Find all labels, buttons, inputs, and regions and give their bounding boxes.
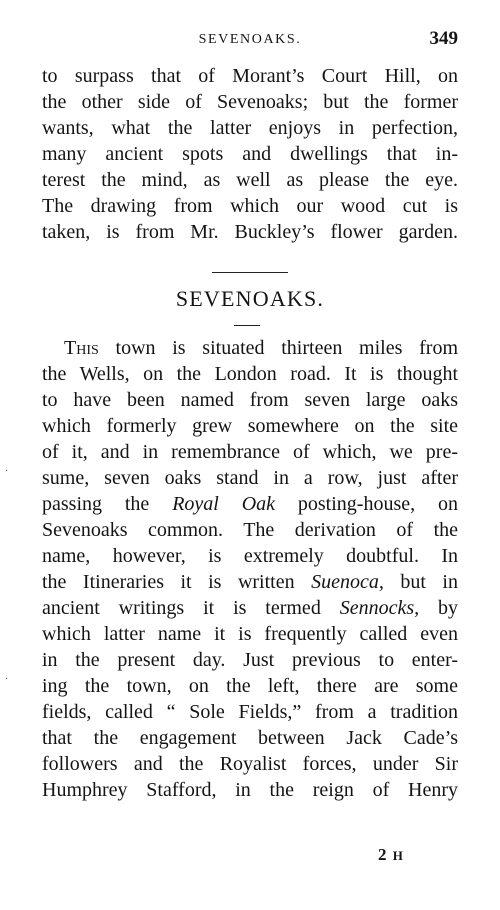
signature-number: 2	[378, 845, 388, 864]
text-segment: by	[419, 597, 459, 619]
scan-speck: ·	[5, 674, 9, 685]
signature-letter: H	[392, 848, 404, 863]
text-segment: but in	[383, 571, 458, 593]
text-segment: the Itineraries it is written	[42, 571, 312, 593]
text-line: Humphrey Stafford, in the reign of Henry	[42, 779, 458, 801]
signature-mark	[378, 845, 404, 865]
text-segment: passing the	[42, 493, 173, 515]
text-line: followers and the Royalist forces, under Sir	[42, 753, 458, 775]
text-line	[42, 596, 458, 620]
text-line: fields, called “ Sole Fields,” from a tradition	[42, 701, 458, 723]
text-line: to have been named from seven large oaks	[42, 389, 458, 411]
text-line: sume, seven oaks stand in a row, just after	[42, 467, 458, 489]
page-header	[42, 30, 458, 54]
section-divider-bottom	[234, 325, 260, 326]
text-line: the other side of Sevenoaks; but the former	[42, 91, 458, 113]
text-line: name, however, is extremely doubtful. In	[42, 545, 458, 567]
italic-phrase: Suenoca,	[311, 571, 384, 593]
text-line: in the present day. Just previous to enter-	[42, 649, 458, 671]
text-line: which latter name it is frequently called even	[42, 623, 458, 645]
text-line: taken, is from Mr. Buckley’s flower garden.	[42, 221, 458, 243]
text-line: that the engagement between Jack Cade’s	[42, 727, 458, 749]
scan-speck: ·	[5, 466, 9, 477]
text-line: terest the mind, as well as please the eye.	[42, 169, 458, 191]
page-number: 349	[429, 28, 458, 49]
text-line: to surpass that of Morant’s Court Hill, on	[42, 65, 458, 87]
section-title: SEVENOAKS.	[175, 286, 325, 311]
running-head: SEVENOAKS.	[198, 32, 302, 47]
text-line: The drawing from which our wood cut is	[42, 195, 458, 217]
text-line: which formerly grew somewhere on the site	[42, 415, 458, 437]
italic-phrase: Sennocks,	[339, 597, 420, 619]
text-segment: ancient writings it is termed	[42, 597, 340, 619]
text-line	[42, 492, 458, 516]
text-line	[64, 336, 458, 360]
text-line	[42, 570, 458, 594]
smallcaps-opening-word: This	[64, 337, 99, 359]
text-line: ing the town, on the left, there are some	[42, 675, 458, 697]
text-line: wants, what the latter enjoys in perfection,	[42, 117, 458, 139]
text-line: the Wells, on the London road. It is thought	[42, 363, 458, 385]
text-line: Sevenoaks common. The derivation of the	[42, 519, 458, 541]
text-segment: posting-house, on	[275, 493, 458, 515]
text-segment: town is situated thirteen miles from	[98, 337, 458, 359]
text-line: many ancient spots and dwellings that in-	[42, 143, 458, 165]
italic-phrase: Royal Oak	[172, 493, 276, 515]
section-divider-top	[212, 272, 288, 273]
text-line: of it, and in remembrance of which, we pre-	[42, 441, 458, 463]
